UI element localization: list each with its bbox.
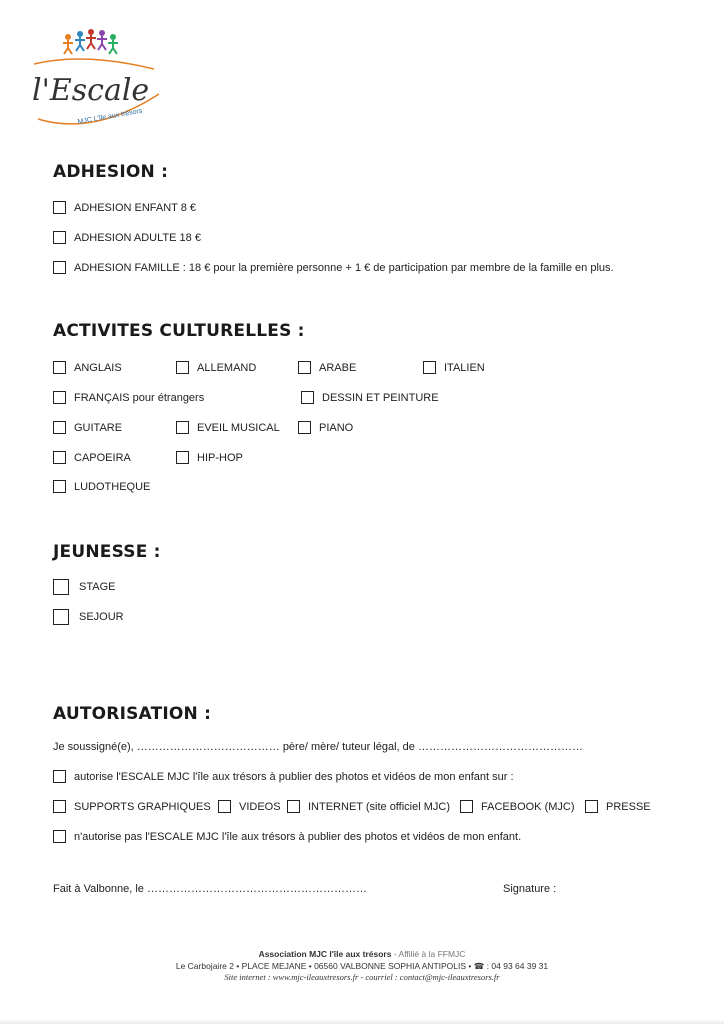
- checkbox-icon[interactable]: [53, 361, 66, 374]
- escale-logo: [24, 24, 174, 132]
- checkbox-icon[interactable]: [53, 800, 66, 813]
- checkbox-icon[interactable]: [53, 421, 66, 434]
- fait-a-line: Fait à Valbonne, le ……………………………………………………: [53, 883, 367, 895]
- checkbox-anglais[interactable]: ANGLAIS: [53, 361, 122, 374]
- checkbox-icon[interactable]: [53, 480, 66, 493]
- checkbox-facebook[interactable]: FACEBOOK (MJC): [460, 800, 575, 813]
- checkbox-icon[interactable]: [53, 579, 69, 595]
- checkbox-autorise[interactable]: autorise l'ESCALE MJC l'île aux trésors à publier des photos et vidéos de mon enfant sur :: [53, 770, 514, 783]
- checkbox-adhesion-adulte[interactable]: ADHESION ADULTE 18 €: [53, 231, 201, 244]
- footer-association: [0, 949, 724, 959]
- checkbox-icon[interactable]: [53, 261, 66, 274]
- checkbox-adhesion-famille[interactable]: ADHESION FAMILLE : 18 € pour la première personne + 1 € de participation par membre de la famille en plus.: [53, 261, 614, 274]
- checkbox-presse[interactable]: PRESSE: [585, 800, 651, 813]
- signature-label: Signature :: [503, 883, 557, 895]
- jeunesse-title: JEUNESSE :: [53, 542, 161, 562]
- checkbox-supports-graphiques[interactable]: SUPPORTS GRAPHIQUES: [53, 800, 211, 813]
- checkbox-icon[interactable]: [53, 231, 66, 244]
- checkbox-icon[interactable]: [53, 451, 66, 464]
- checkbox-icon[interactable]: [218, 800, 231, 813]
- checkbox-allemand[interactable]: ALLEMAND: [176, 361, 256, 374]
- checkbox-icon[interactable]: [53, 830, 66, 843]
- checkbox-icon[interactable]: [176, 421, 189, 434]
- checkbox-icon[interactable]: [423, 361, 436, 374]
- checkbox-icon[interactable]: [301, 391, 314, 404]
- footer-assoc-name: Association MJC l'île aux trésors: [258, 949, 392, 959]
- checkbox-icon[interactable]: [298, 361, 311, 374]
- checkbox-refuse[interactable]: n'autorise pas l'ESCALE MJC l'île aux trésors à publier des photos et vidéos de mon enfant.: [53, 830, 521, 843]
- checkbox-icon[interactable]: [298, 421, 311, 434]
- checkbox-icon[interactable]: [53, 201, 66, 214]
- footer-web: Site internet : www.mjc-ileauxtresors.fr - courriel : contact@mjc-ileauxtresors.fr: [224, 972, 500, 982]
- people-figures-icon: [63, 29, 118, 54]
- checkbox-adhesion-enfant[interactable]: ADHESION ENFANT 8 €: [53, 201, 196, 214]
- adhesion-title: ADHESION :: [53, 162, 169, 182]
- checkbox-icon[interactable]: [460, 800, 473, 813]
- checkbox-icon[interactable]: [287, 800, 300, 813]
- checkbox-icon[interactable]: [176, 361, 189, 374]
- checkbox-arabe[interactable]: ARABE: [298, 361, 356, 374]
- checkbox-videos[interactable]: VIDEOS: [218, 800, 281, 813]
- checkbox-dessin[interactable]: DESSIN ET PEINTURE: [301, 391, 439, 404]
- soussigne-line: Je soussigné(e), ………………………………… père/ mère/ tuteur légal, de ………………………………………: [53, 741, 583, 753]
- activites-title: ACTIVITES CULTURELLES :: [53, 321, 305, 341]
- checkbox-hip-hop[interactable]: HIP-HOP: [176, 451, 243, 464]
- svg-text:l'Escale: l'Escale: [32, 73, 150, 108]
- svg-text:MJC L'île aux trésors: MJC L'île aux trésors: [77, 107, 143, 126]
- checkbox-icon[interactable]: [53, 391, 66, 404]
- checkbox-guitare[interactable]: GUITARE: [53, 421, 122, 434]
- checkbox-ludotheque[interactable]: LUDOTHEQUE: [53, 480, 150, 493]
- autorisation-title: AUTORISATION :: [53, 704, 212, 724]
- checkbox-internet[interactable]: INTERNET (site officiel MJC): [287, 800, 450, 813]
- checkbox-italien[interactable]: ITALIEN: [423, 361, 485, 374]
- checkbox-sejour[interactable]: SEJOUR: [53, 609, 124, 625]
- checkbox-capoeira[interactable]: CAPOEIRA: [53, 451, 131, 464]
- checkbox-stage[interactable]: STAGE: [53, 579, 115, 595]
- checkbox-francais[interactable]: FRANÇAIS pour étrangers: [53, 391, 204, 404]
- checkbox-icon[interactable]: [176, 451, 189, 464]
- page-edge: [0, 1020, 724, 1024]
- checkbox-icon[interactable]: [53, 770, 66, 783]
- checkbox-eveil-musical[interactable]: EVEIL MUSICAL: [176, 421, 280, 434]
- checkbox-icon[interactable]: [585, 800, 598, 813]
- footer-affiliation: - Affilié à la FFMJC: [391, 949, 466, 959]
- footer-address: Le Carbojaire 2 • PLACE MEJANE • 06560 VALBONNE SOPHIA ANTIPOLIS • ☎ : 04 93 64 39 31: [175, 961, 549, 971]
- checkbox-piano[interactable]: PIANO: [298, 421, 353, 434]
- checkbox-icon[interactable]: [53, 609, 69, 625]
